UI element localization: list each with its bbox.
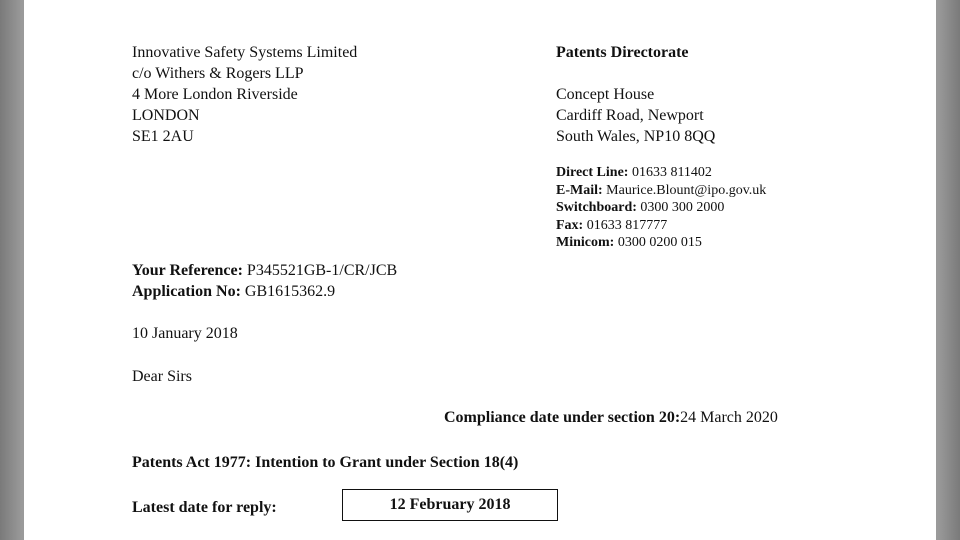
direct-line-label: Direct Line:	[556, 165, 629, 180]
your-reference-label: Your Reference:	[132, 262, 243, 279]
compliance-label: Compliance date under section 20:	[444, 409, 681, 426]
email-label: E-Mail:	[556, 182, 603, 198]
recipient-line: 4 More London Riverside	[132, 86, 298, 103]
sender-address-line: Concept House	[556, 86, 655, 103]
direct-line	[556, 164, 766, 182]
recipient-line: SE1 2AU	[132, 128, 194, 145]
switchboard-label: Switchboard:	[556, 200, 637, 215]
recipient-line: c/o Withers & Rogers LLP	[132, 65, 304, 82]
letter-date: 10 January 2018	[132, 325, 238, 342]
switchboard-line	[556, 199, 766, 217]
sender-address-line: South Wales, NP10 8QQ	[556, 128, 716, 145]
compliance-date	[444, 407, 778, 428]
contact-details	[556, 164, 766, 252]
sender-department: Patents Directorate	[556, 44, 689, 61]
recipient-line: LONDON	[132, 107, 200, 124]
fax-label: Fax:	[556, 217, 584, 233]
minicom-line	[556, 234, 766, 252]
letter-subject: Patents Act 1977: Intention to Grant under Section 18(4)	[132, 454, 519, 471]
sender-address-line: Cardiff Road, Newport	[556, 107, 704, 124]
recipient-address	[132, 42, 357, 147]
application-number	[132, 281, 397, 302]
references	[132, 260, 397, 302]
salutation: Dear Sirs	[132, 368, 192, 385]
latest-reply-date-box: 12 February 2018	[342, 489, 558, 521]
letter-page	[24, 0, 936, 540]
recipient-line: Innovative Safety Systems Limited	[132, 44, 358, 61]
minicom-value: 0300 0200 015	[614, 235, 702, 250]
your-reference-value: P345521GB-1/CR/JCB	[242, 262, 398, 279]
latest-reply-label: Latest date for reply:	[132, 499, 277, 516]
direct-line-value: 01633 811402	[628, 165, 712, 180]
email-value: Maurice.Blount@ipo.gov.uk	[602, 182, 767, 198]
sender-address	[556, 42, 715, 147]
switchboard-value: 0300 300 2000	[636, 200, 725, 215]
your-reference	[132, 260, 397, 281]
email-line	[556, 182, 766, 200]
fax-line	[556, 217, 766, 235]
application-value: GB1615362.9	[240, 283, 336, 300]
application-label: Application No:	[132, 283, 241, 300]
fax-value: 01633 817777	[583, 217, 668, 233]
compliance-value: 24 March 2020	[680, 409, 778, 426]
minicom-label: Minicom:	[556, 235, 615, 250]
